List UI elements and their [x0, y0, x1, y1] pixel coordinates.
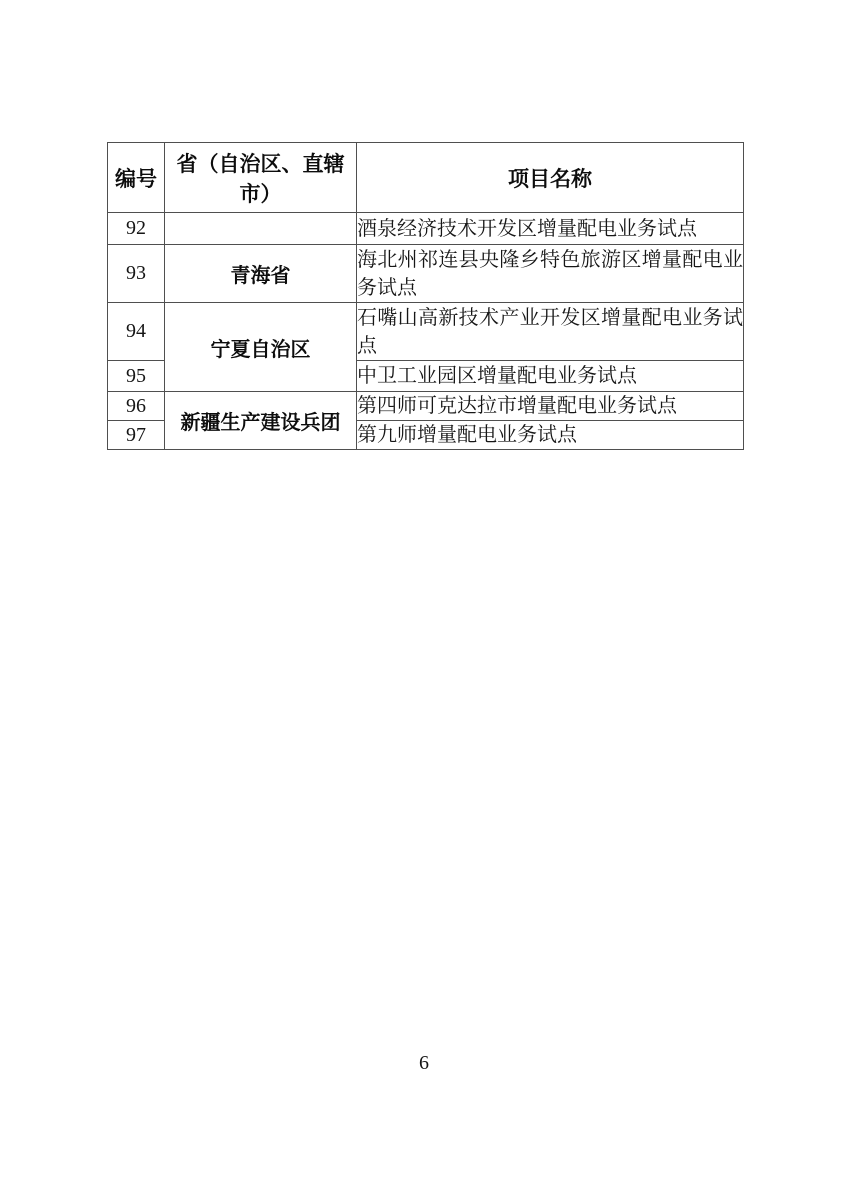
- cell-province-merged: 新疆生产建设兵团: [165, 392, 357, 450]
- cell-project: 石嘴山高新技术产业开发区增量配电业务试点: [357, 303, 744, 361]
- table-row: [108, 245, 744, 303]
- header-cell-number: 编号: [108, 143, 165, 213]
- table-header-row: [108, 143, 744, 213]
- cell-number: 92: [108, 213, 165, 245]
- cell-project: 中卫工业园区增量配电业务试点: [357, 361, 744, 392]
- pilot-projects-table: [107, 142, 744, 450]
- table-row: [108, 392, 744, 421]
- cell-number: 93: [108, 245, 165, 303]
- cell-province-empty: [165, 213, 357, 245]
- cell-project: 第四师可克达拉市增量配电业务试点: [357, 392, 744, 421]
- cell-number: 96: [108, 392, 165, 421]
- table-row: [108, 213, 744, 245]
- header-cell-province: 省（自治区、直辖市）: [165, 143, 357, 213]
- cell-province: 青海省: [165, 245, 357, 303]
- header-cell-project-name: 项目名称: [357, 143, 744, 213]
- cell-number: 95: [108, 361, 165, 392]
- cell-project: 海北州祁连县央隆乡特色旅游区增量配电业务试点: [357, 245, 744, 303]
- cell-number: 94: [108, 303, 165, 361]
- page-number: 6: [419, 1052, 429, 1074]
- cell-number: 97: [108, 421, 165, 450]
- cell-province-merged: 宁夏自治区: [165, 303, 357, 392]
- cell-project: 酒泉经济技术开发区增量配电业务试点: [357, 213, 744, 245]
- table-row: [108, 303, 744, 361]
- cell-project: 第九师增量配电业务试点: [357, 421, 744, 450]
